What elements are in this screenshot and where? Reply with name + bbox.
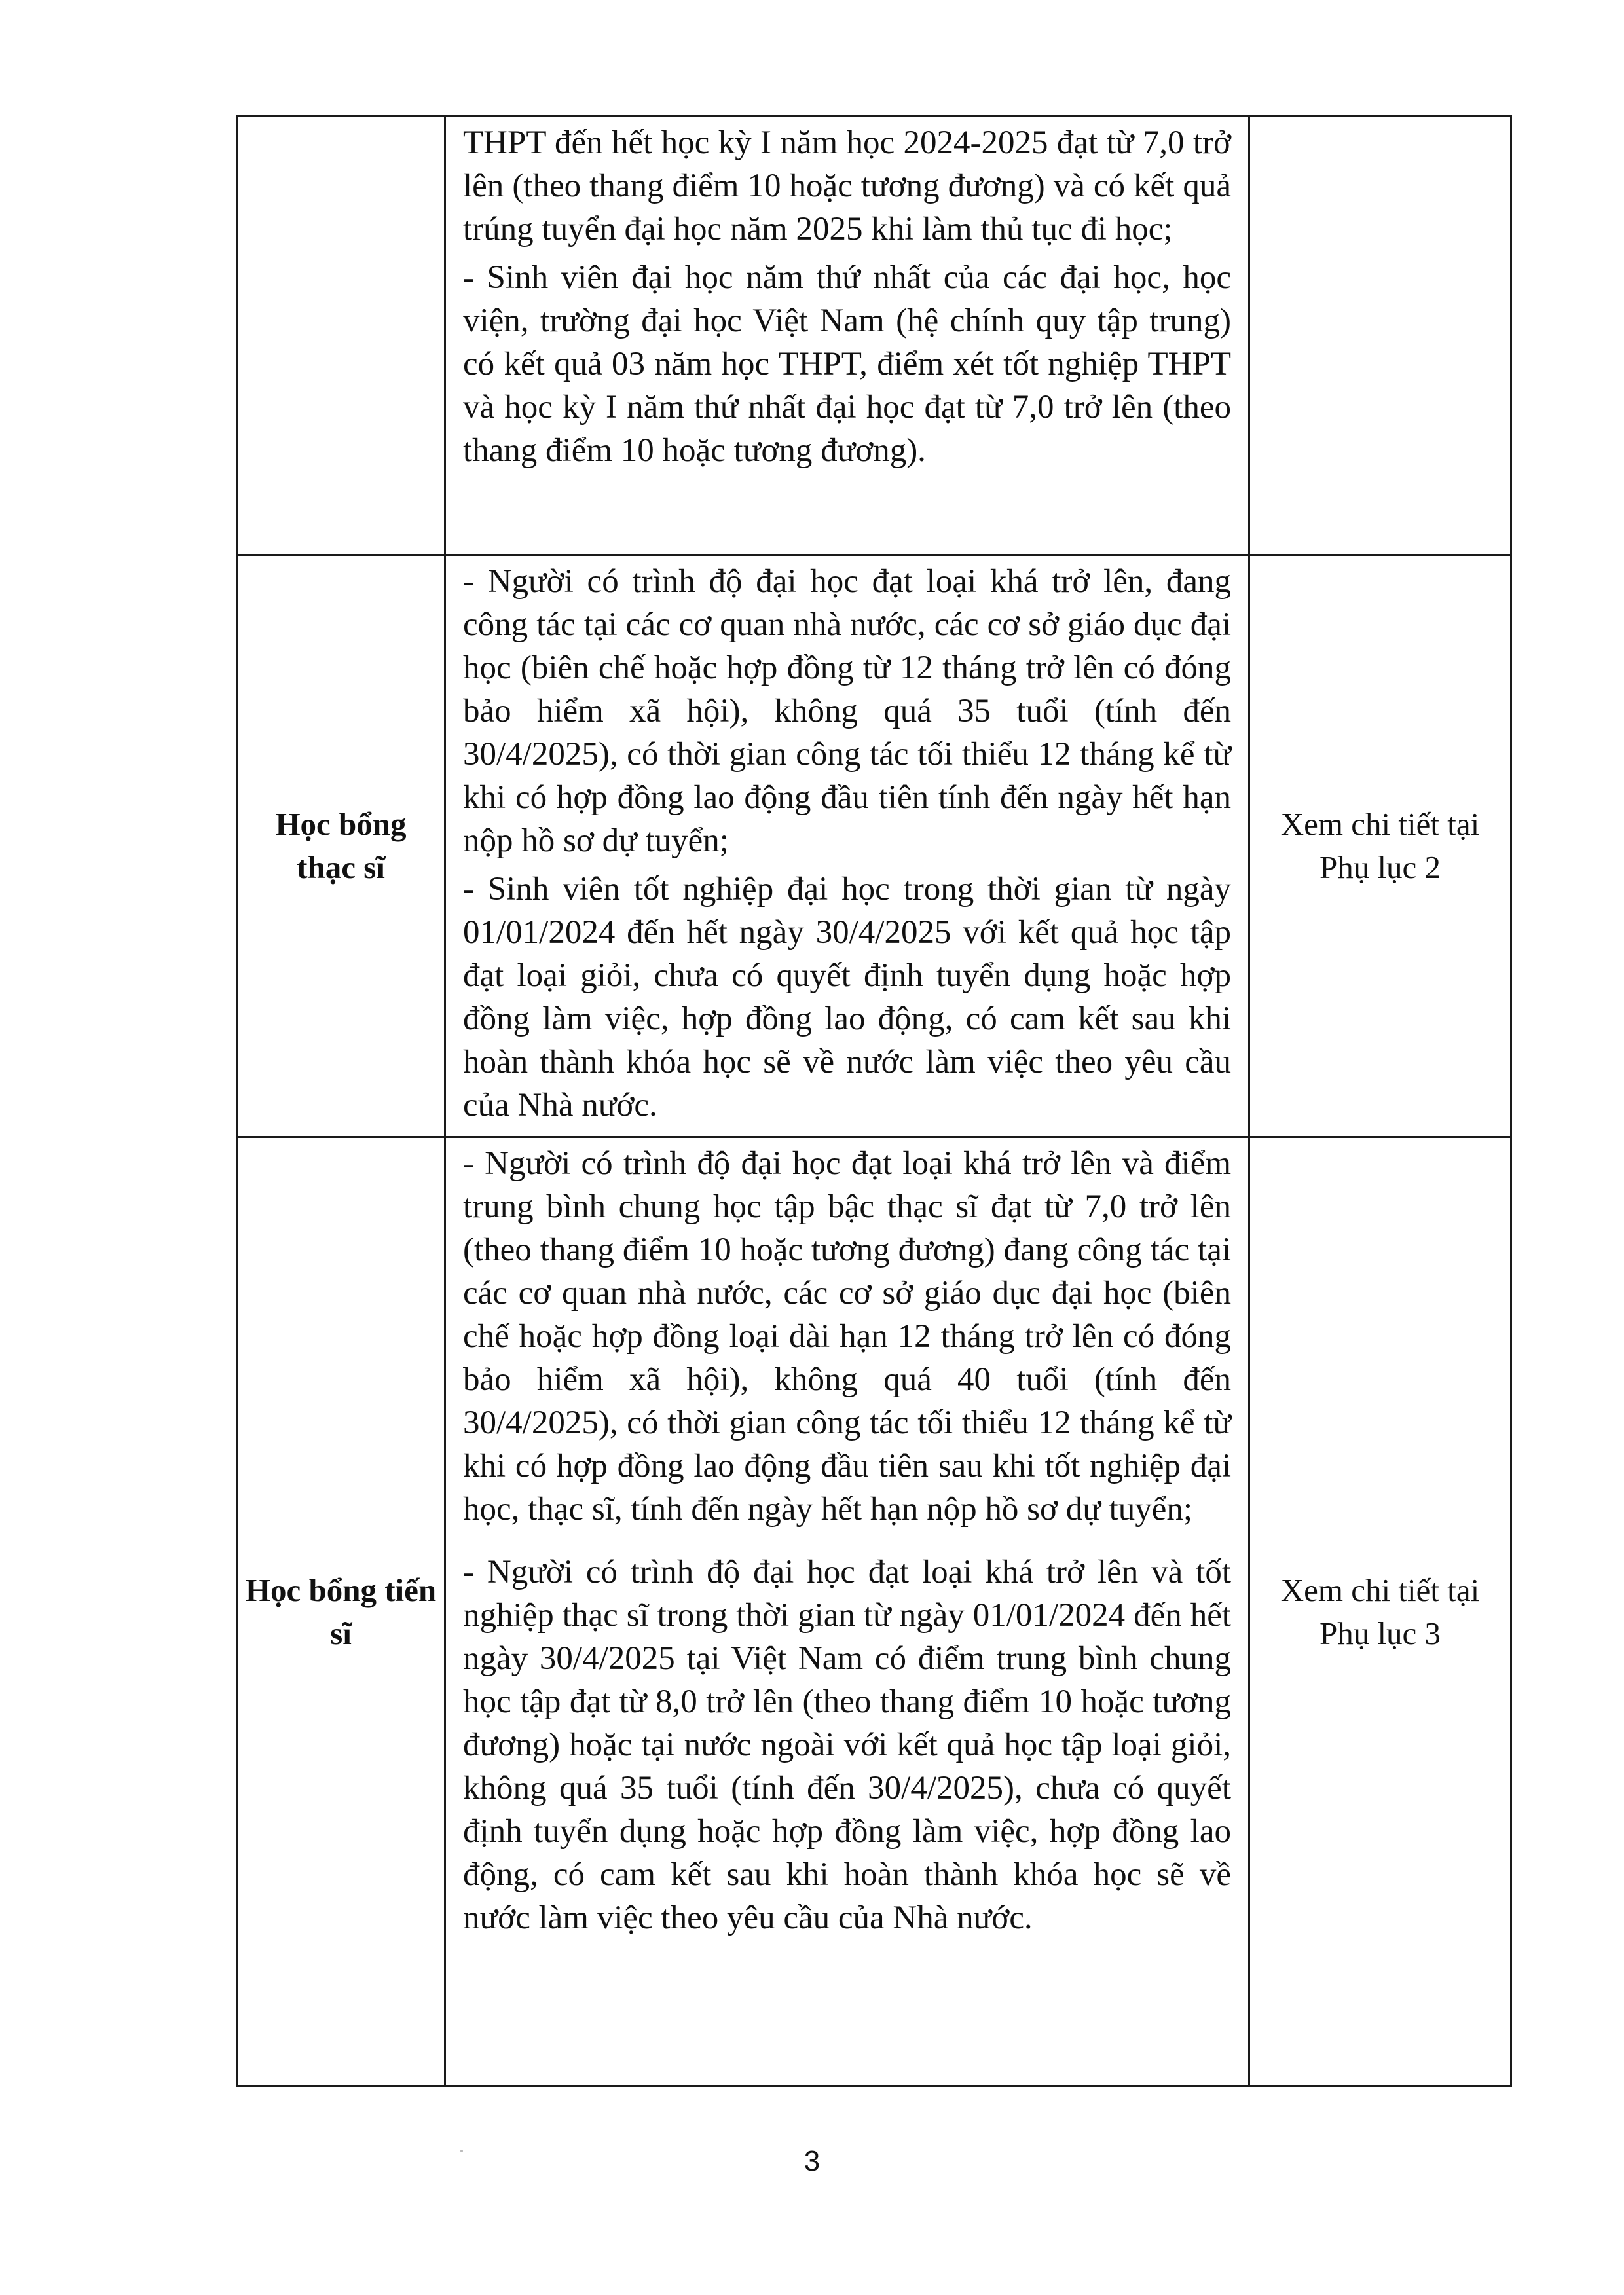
reference-cell	[1249, 555, 1511, 1137]
scholarship-table	[236, 115, 1512, 2087]
criteria-paragraph: - Người có trình độ đại học đạt loại khá trở lên, đang công tác tại các cơ quan nhà nước, các cơ sở giáo dục đại học (biên chế hoặc hợp đồng từ 12 tháng trở lên có đóng bảo hiểm xã hội), không quá 35 tuổi (tính đến 30/4/2025), có thời gian công tác tối thiểu 12 tháng kể từ khi có hợp đồng lao động đầu tiên tính đến ngày hết hạn nộp hồ sơ dự tuyển;	[463, 563, 1231, 859]
category-title: Học bổng tiến sĩ	[245, 1571, 437, 1651]
category-title: Học bổng thạc sĩ	[275, 806, 407, 885]
criteria-paragraph: THPT đến hết học kỳ I năm học 2024-2025 đạt từ 7,0 trở lên (theo thang điểm 10 hoặc tương đương) và có kết quả trúng tuyển đại học năm 2025 khi làm thủ tục đi học;	[463, 124, 1231, 248]
reference-cell	[1249, 1137, 1511, 2087]
table-row	[237, 117, 1511, 555]
table-row	[237, 1137, 1511, 2087]
reference-cell	[1249, 117, 1511, 555]
criteria-paragraph: - Sinh viên đại học năm thứ nhất của các đại học, học viện, trường đại học Việt Nam (hệ chính quy tập trung) có kết quả 03 năm học THPT, điểm xét tốt nghiệp THPT và học kỳ I năm thứ nhất đại học đạt từ 7,0 trở lên (theo thang điểm 10 hoặc tương đương).	[463, 259, 1231, 469]
criteria-paragraph: - Người có trình độ đại học đạt loại khá trở lên và điểm trung bình chung học tập bậc thạc sĩ đạt từ 7,0 trở lên (theo thang điểm 10 hoặc tương đương) đang công tác tại các cơ quan nhà nước, các cơ sở giáo dục đại học (biên chế hoặc hợp đồng loại dài hạn 12 tháng trở lên có đóng bảo hiểm xã hội), không quá 40 tuổi (tính đến 30/4/2025), có thời gian công tác tối thiểu 12 tháng kể từ khi có hợp đồng lao động đầu tiên sau khi tốt nghiệp đại học, thạc sĩ, tính đến ngày hết hạn nộp hồ sơ dự tuyển;	[463, 1145, 1231, 1528]
category-cell	[237, 555, 445, 1137]
criteria-cell	[445, 1137, 1249, 2087]
reference-text: Xem chi tiết tại Phụ lục 3	[1280, 1571, 1480, 1651]
criteria-paragraph: - Người có trình độ đại học đạt loại khá trở lên và tốt nghiệp thạc sĩ trong thời gian từ ngày 01/01/2024 đến hết ngày 30/4/2025 tại Việt Nam có điểm trung bình chung học tập đạt từ 8,0 trở lên (theo thang điểm 10 hoặc tương đương) hoặc tại nước ngoài với kết quả học tập loại giỏi, không quá 35 tuổi (tính đến 30/4/2025), chưa có quyết định tuyển dụng hoặc hợp đồng làm việc, hợp đồng lao động, có cam kết sau khi hoàn thành khóa học sẽ về nước làm việc theo yêu cầu của Nhà nước.	[463, 1554, 1231, 1936]
page-number: 3	[803, 2145, 821, 2177]
category-cell	[237, 1137, 445, 2087]
category-cell	[237, 117, 445, 555]
table-row	[237, 555, 1511, 1137]
reference-text: Xem chi tiết tại Phụ lục 2	[1280, 806, 1480, 885]
criteria-cell	[445, 117, 1249, 555]
criteria-paragraph: - Sinh viên tốt nghiệp đại học trong thời gian từ ngày 01/01/2024 đến hết ngày 30/4/2025 với kết quả học tập đạt loại giỏi, chưa có quyết định tuyển dụng hoặc hợp đồng làm việc, hợp đồng lao động, có cam kết sau khi hoàn thành khóa học sẽ về nước làm việc theo yêu cầu của Nhà nước.	[463, 871, 1231, 1124]
criteria-cell	[445, 555, 1249, 1137]
